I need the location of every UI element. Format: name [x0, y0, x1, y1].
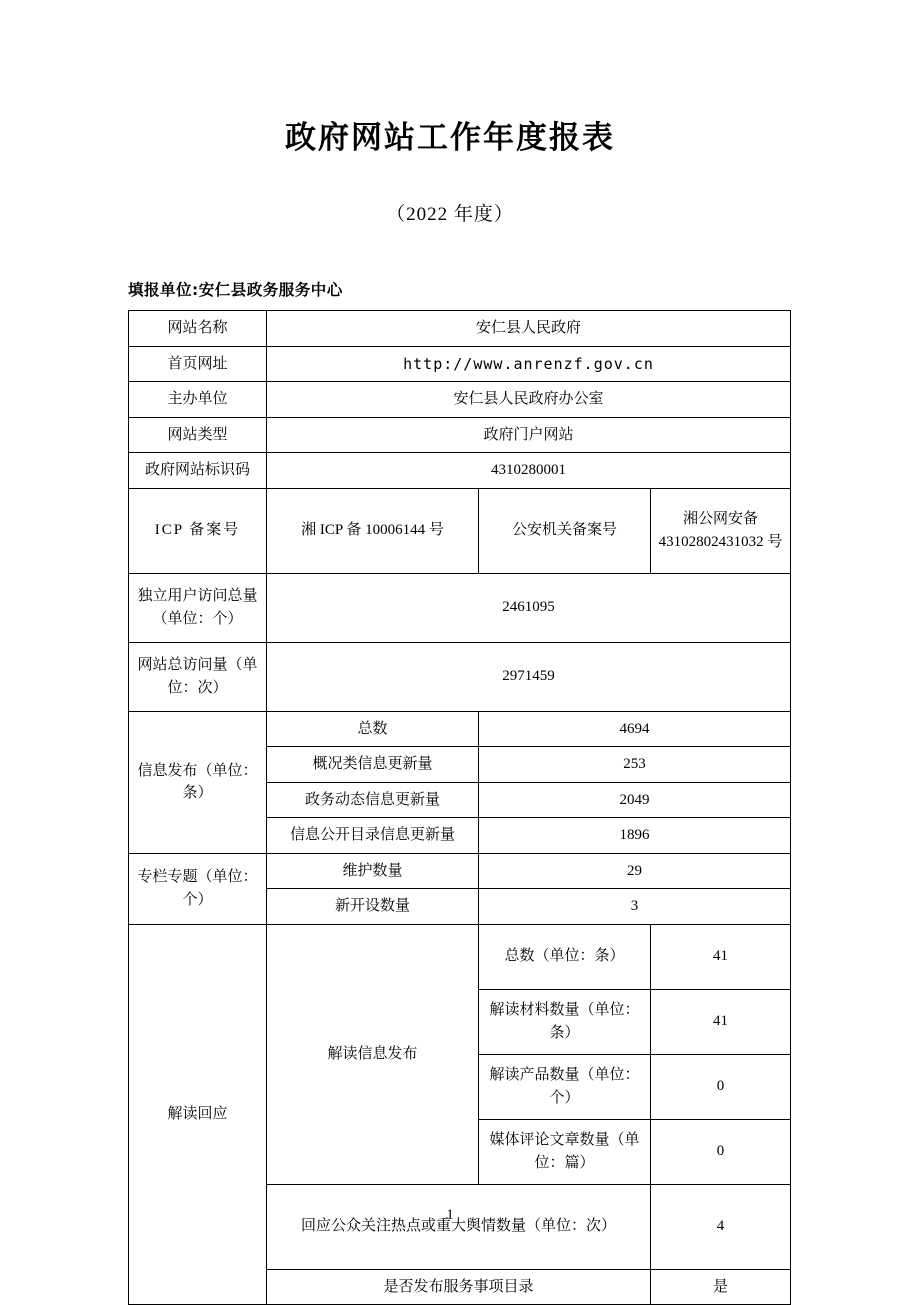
- icp-label: ICP 备案号: [129, 488, 267, 573]
- icp-value: 湘 ICP 备 10006144 号: [267, 488, 479, 573]
- info-publish-row-name: 概况类信息更新量: [267, 747, 479, 783]
- service-catalog-label: 是否发布服务事项目录: [267, 1269, 651, 1305]
- hotspot-response-label: 回应公众关注热点或重大舆情数量（单位：次）: [267, 1184, 651, 1269]
- homepage-label: 首页网址: [129, 346, 267, 382]
- interpret-row-name: 解读材料数量（单位：条）: [479, 989, 651, 1054]
- info-publish-row-value: 4694: [479, 711, 791, 747]
- site-type-value: 政府门户网站: [267, 417, 791, 453]
- site-name-label: 网站名称: [129, 311, 267, 347]
- hotspot-response-value: 4: [651, 1184, 791, 1269]
- total-visits-value: 2971459: [267, 642, 791, 711]
- column-topic-row-name: 维护数量: [267, 853, 479, 889]
- total-visits-label: 网站总访问量（单位：次）: [129, 642, 267, 711]
- info-publish-row-value: 1896: [479, 818, 791, 854]
- column-topic-label: 专栏专题（单位：个）: [129, 853, 267, 924]
- info-publish-row-name: 政务动态信息更新量: [267, 782, 479, 818]
- table-row: [129, 711, 791, 747]
- police-record-value: 湘公网安备 43102802431032 号: [651, 488, 791, 573]
- column-topic-row-value: 3: [479, 889, 791, 925]
- police-record-label: 公安机关备案号: [479, 488, 651, 573]
- table-row: [129, 488, 791, 573]
- info-publish-label: 信息发布（单位：条）: [129, 711, 267, 853]
- table-row: [129, 382, 791, 418]
- page-number: 1: [446, 1207, 454, 1223]
- site-code-value: 4310280001: [267, 453, 791, 489]
- site-type-label: 网站类型: [129, 417, 267, 453]
- site-name-value: 安仁县人民政府: [267, 311, 791, 347]
- interpret-publish-label: 解读信息发布: [267, 924, 479, 1184]
- unique-visitors-label: 独立用户访问总量（单位：个）: [129, 573, 267, 642]
- interpret-row-value: 0: [651, 1054, 791, 1119]
- table-row: [129, 311, 791, 347]
- column-topic-row-name: 新开设数量: [267, 889, 479, 925]
- interpret-response-label: 解读回应: [129, 924, 267, 1305]
- page-title: 政府网站工作年度报表: [285, 120, 615, 156]
- info-publish-row-value: 253: [479, 747, 791, 783]
- interpret-row-value: 41: [651, 924, 791, 989]
- interpret-row-name: 总数（单位：条）: [479, 924, 651, 989]
- table-row: [129, 573, 791, 642]
- interpret-row-value: 41: [651, 989, 791, 1054]
- table-row: [129, 417, 791, 453]
- filer-unit-line: 填报单位:安仁县政务服务中心: [128, 281, 343, 299]
- info-publish-row-name: 总数: [267, 711, 479, 747]
- sponsor-value: 安仁县人民政府办公室: [267, 382, 791, 418]
- homepage-value: http://www.anrenzf.gov.cn: [267, 346, 791, 382]
- sponsor-label: 主办单位: [129, 382, 267, 418]
- info-publish-row-value: 2049: [479, 782, 791, 818]
- table-row: [129, 453, 791, 489]
- interpret-row-name: 媒体评论文章数量（单位：篇）: [479, 1119, 651, 1184]
- report-year-subtitle: （2022 年度）: [386, 204, 514, 225]
- interpret-row-value: 0: [651, 1119, 791, 1184]
- table-row: [129, 642, 791, 711]
- table-row: [129, 853, 791, 889]
- table-row: [129, 924, 791, 989]
- site-code-label: 政府网站标识码: [129, 453, 267, 489]
- column-topic-row-value: 29: [479, 853, 791, 889]
- service-catalog-value: 是: [651, 1269, 791, 1305]
- info-publish-row-name: 信息公开目录信息更新量: [267, 818, 479, 854]
- annual-report-table: [128, 310, 791, 1305]
- unique-visitors-value: 2461095: [267, 573, 791, 642]
- table-row: [129, 346, 791, 382]
- interpret-row-name: 解读产品数量（单位：个）: [479, 1054, 651, 1119]
